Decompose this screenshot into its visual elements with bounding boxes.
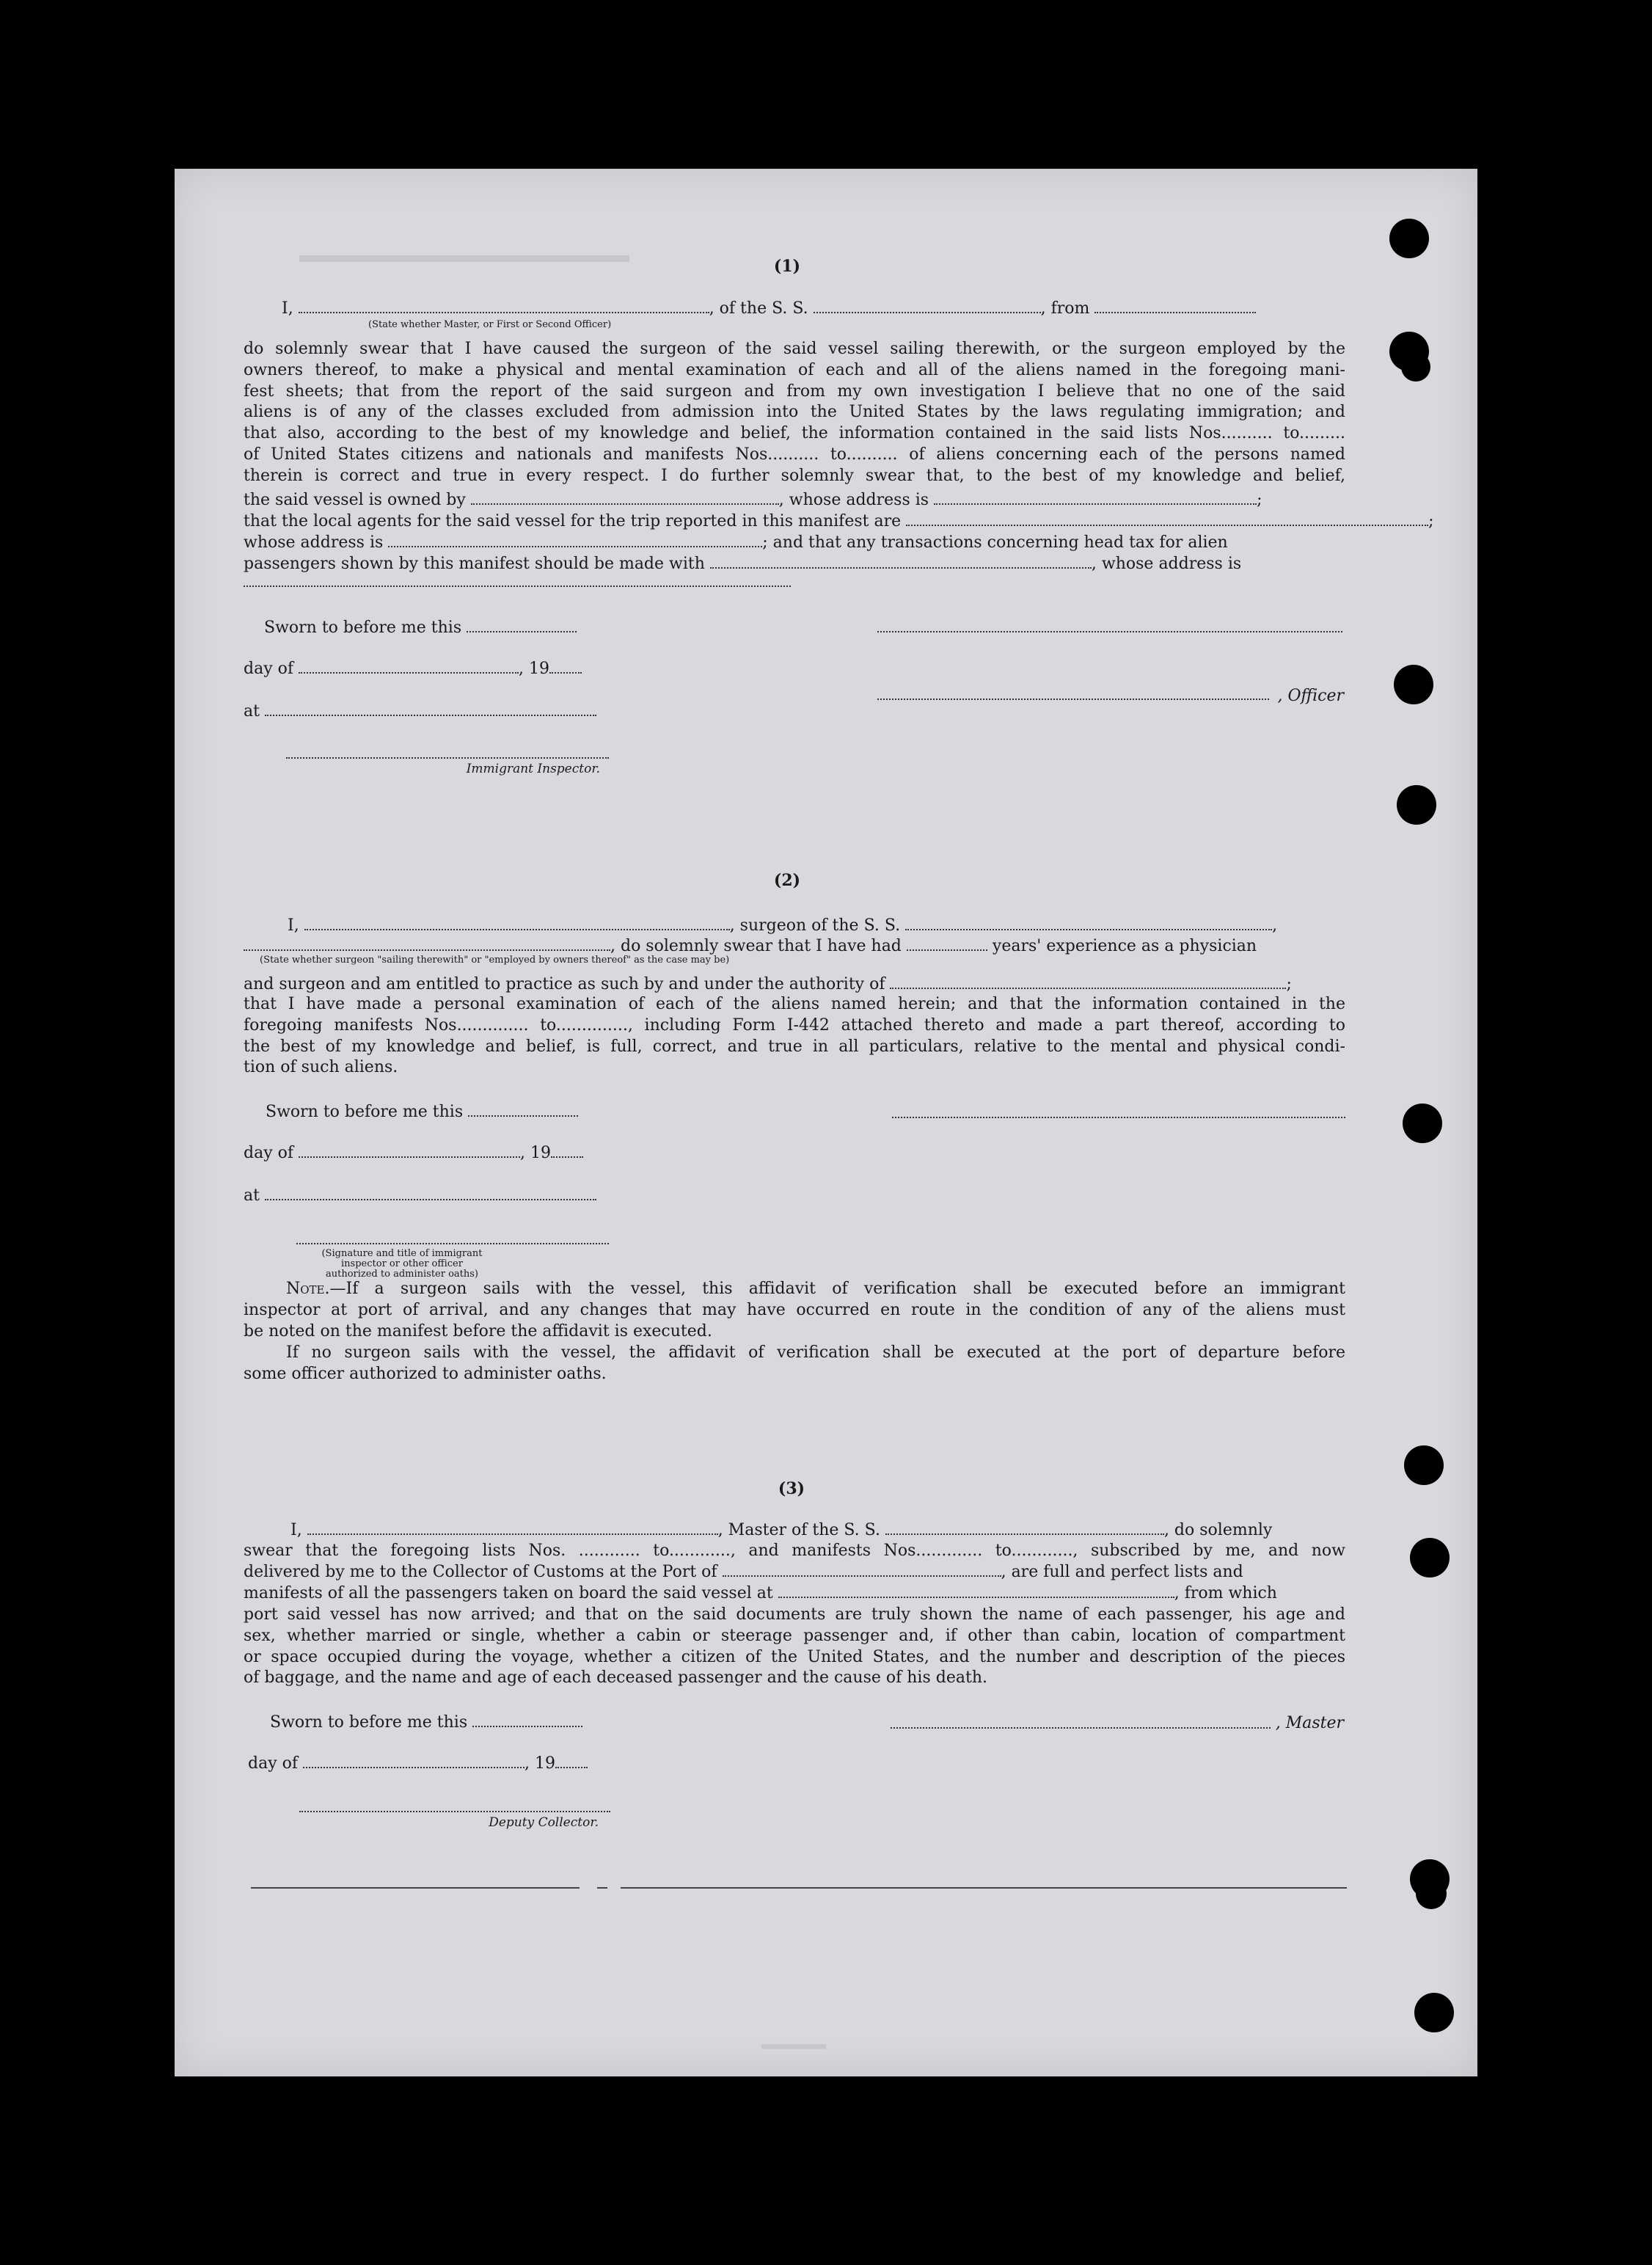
- day-of-line: day of , 19: [244, 659, 582, 678]
- bleed-through-text: ▬▬▬▬: [761, 2040, 826, 2059]
- deputy-label: Deputy Collector.: [489, 1815, 599, 1830]
- authority-line: and surgeon and am entitled to practice as such by and under the authority of ;: [244, 975, 1292, 993]
- officer-title-field[interactable]: [877, 699, 1269, 700]
- binder-hole: [1394, 665, 1433, 704]
- agents-address-line: whose address is ; and that any transactions concerning head tax for alien: [244, 533, 1228, 552]
- deputy-signature-field[interactable]: [299, 1811, 610, 1812]
- head-tax-line: passengers shown by this manifest should be made with , whose address is: [244, 555, 1242, 573]
- binder-hole: [1389, 219, 1429, 258]
- day-of-line: day of , 19: [244, 1143, 583, 1162]
- master-body-1: swear that the foregoing lists Nos. ............ to............, and manifests Nos............. to............, subscribed by me, and now: [244, 1542, 1345, 1560]
- inspector-signature-field[interactable]: [286, 757, 609, 759]
- bottom-rule-dash: [597, 1887, 607, 1889]
- master-label: , Master: [1275, 1714, 1344, 1732]
- experience-line: , do solemnly swear that I have had years' experience as a physician: [244, 936, 1257, 955]
- place-field[interactable]: [265, 1186, 596, 1200]
- binder-hole: [1416, 1878, 1447, 1909]
- officer-signature-field[interactable]: [877, 631, 1342, 632]
- section-number: (1): [773, 257, 801, 276]
- year-field[interactable]: [549, 659, 582, 674]
- master-body-2: port said vessel has now arrived; and that on the said documents are truly shown the name of each passenger, his age and sex, whether married or single, whether a cabin or steerage passenger and, if other than cabin, location of compartment or space occupied during the voyage, whether a citizen of the United States, and the number and description of the pieces of baggage, and the name and age of each deceased passenger and the cause of his death.: [244, 1605, 1345, 1688]
- sworn-line: Sworn to before me this: [270, 1713, 582, 1732]
- at-line: at: [244, 701, 596, 721]
- surgeon-vessel-field[interactable]: [905, 916, 1272, 930]
- form-page: [175, 169, 1477, 2076]
- bleed-through-text: ▬▬▬▬▬▬▬▬▬▬▬▬▬▬▬: [299, 250, 629, 274]
- vessel-field[interactable]: [814, 299, 1041, 313]
- binder-hole: [1403, 1104, 1442, 1143]
- address-field[interactable]: [244, 586, 791, 587]
- day-of-line: day of , 19: [248, 1754, 588, 1773]
- master-signature-field[interactable]: [891, 1727, 1271, 1729]
- sworn-line: Sworn to before me this: [266, 1102, 578, 1121]
- port-line: delivered by me to the Collector of Customs at the Port of , are full and perfect lists and: [244, 1563, 1243, 1581]
- affidavit-body: do solemnly swear that I have caused the surgeon of the said vessel sailing therewith, or the surgeon employed by the owners thereof, to make a physical and mental examination of each and all of the aliens named in the foregoing mani- fest sheets; that from the report of the said surgeon and from my own investigation I believe that no one of the said aliens is of any of the classes excluded from admission into the United States by the laws regulating immigration; and that also, according to the best of my knowledge and belief, the information contained in the said lists Nos.......... to......... of United States citizens and nationals and manifests Nos.......... to.......... of aliens concerning each of the persons named therein is correct and true in every respect. I do further solemnly swear that, to the best of my knowledge and belief,: [244, 340, 1345, 485]
- master-name-field[interactable]: [307, 1520, 718, 1535]
- authority-field[interactable]: [890, 974, 1286, 989]
- field-subnote: (State whether Master, or First or Second Officer): [368, 319, 612, 330]
- master-vessel-field[interactable]: [885, 1520, 1164, 1535]
- surgeon-type-field[interactable]: [244, 936, 610, 951]
- years-field[interactable]: [907, 936, 987, 951]
- affiant-line: I, , of the S. S. , from: [282, 299, 1256, 318]
- name-field[interactable]: [299, 299, 709, 313]
- place-field[interactable]: [265, 701, 596, 716]
- owner-address-field[interactable]: [934, 490, 1257, 505]
- section-number: (3): [778, 1479, 805, 1498]
- binder-hole: [1414, 1993, 1454, 2032]
- owner-field[interactable]: [471, 490, 779, 505]
- bottom-rule-right: [621, 1887, 1347, 1889]
- day-field[interactable]: [303, 1754, 525, 1768]
- bottom-rule-left: [251, 1887, 580, 1889]
- inspector-label: Immigrant Inspector.: [466, 762, 600, 776]
- sworn-date-field[interactable]: [467, 618, 577, 632]
- collector-port-field[interactable]: [723, 1562, 1001, 1577]
- master-line: I, , Master of the S. S. , do solemnly: [290, 1521, 1273, 1539]
- binder-hole: [1404, 1445, 1444, 1485]
- at-line: at: [244, 1186, 596, 1205]
- sworn-date-field[interactable]: [472, 1713, 582, 1727]
- port-field[interactable]: [1094, 299, 1256, 313]
- officer-label: , Officer: [1277, 687, 1344, 705]
- surgeon-body: that I have made a personal examination of each of the aliens named herein; and that the information contained in the foregoing manifests Nos.............. to.............., including Form I-442 attached thereto and made a part thereof, according to the best of my knowledge and belief, is full, correct, and true in all particulars, relative to the mental and physical condi- tion of such aliens.: [244, 995, 1345, 1077]
- signature-note: (Signature and title of immigrant inspector or other officer authorized to administer oaths): [321, 1248, 483, 1280]
- field-subnote: (State whether surgeon "sailing therewith" or "employed by owners thereof" as the case may be): [260, 955, 730, 966]
- agents-field[interactable]: [906, 511, 1428, 526]
- surgeon-signature-field[interactable]: [892, 1117, 1345, 1118]
- agents-address-field[interactable]: [388, 533, 762, 547]
- binder-hole: [1401, 352, 1430, 382]
- year-field[interactable]: [555, 1754, 588, 1768]
- owner-line: the said vessel is owned by , whose address is ;: [244, 491, 1262, 509]
- day-field[interactable]: [299, 1143, 520, 1158]
- section-number: (2): [773, 871, 801, 890]
- surgeon-line: I, , surgeon of the S. S. ,: [288, 916, 1278, 935]
- vessel-at-line: manifests of all the passengers taken on board the said vessel at , from which: [244, 1584, 1277, 1602]
- sworn-line: Sworn to before me this: [264, 618, 577, 637]
- embark-port-field[interactable]: [778, 1583, 1174, 1598]
- agents-line: that the local agents for the said vessel for the trip reported in this manifest are ;: [244, 512, 1434, 530]
- surgeon-name-field[interactable]: [304, 916, 730, 930]
- binder-hole: [1410, 1538, 1450, 1578]
- inspector-signature-field[interactable]: [296, 1243, 609, 1244]
- head-tax-agent-field[interactable]: [710, 554, 1092, 569]
- sworn-date-field[interactable]: [468, 1102, 578, 1117]
- year-field[interactable]: [551, 1143, 583, 1158]
- surgeon-note: Note.—If a surgeon sails with the vessel, this affidavit of verification shall be executed before an immigrant inspector at port of arrival, and any changes that may have occurred en route in the condition of any of the aliens must be noted on the manifest before the affidavit is executed. If no surgeon sails with the vessel, the affidavit of verification shall be executed at the port of departure before some officer authorized to administer oaths.: [244, 1280, 1345, 1383]
- day-field[interactable]: [299, 659, 519, 674]
- binder-hole: [1397, 785, 1436, 825]
